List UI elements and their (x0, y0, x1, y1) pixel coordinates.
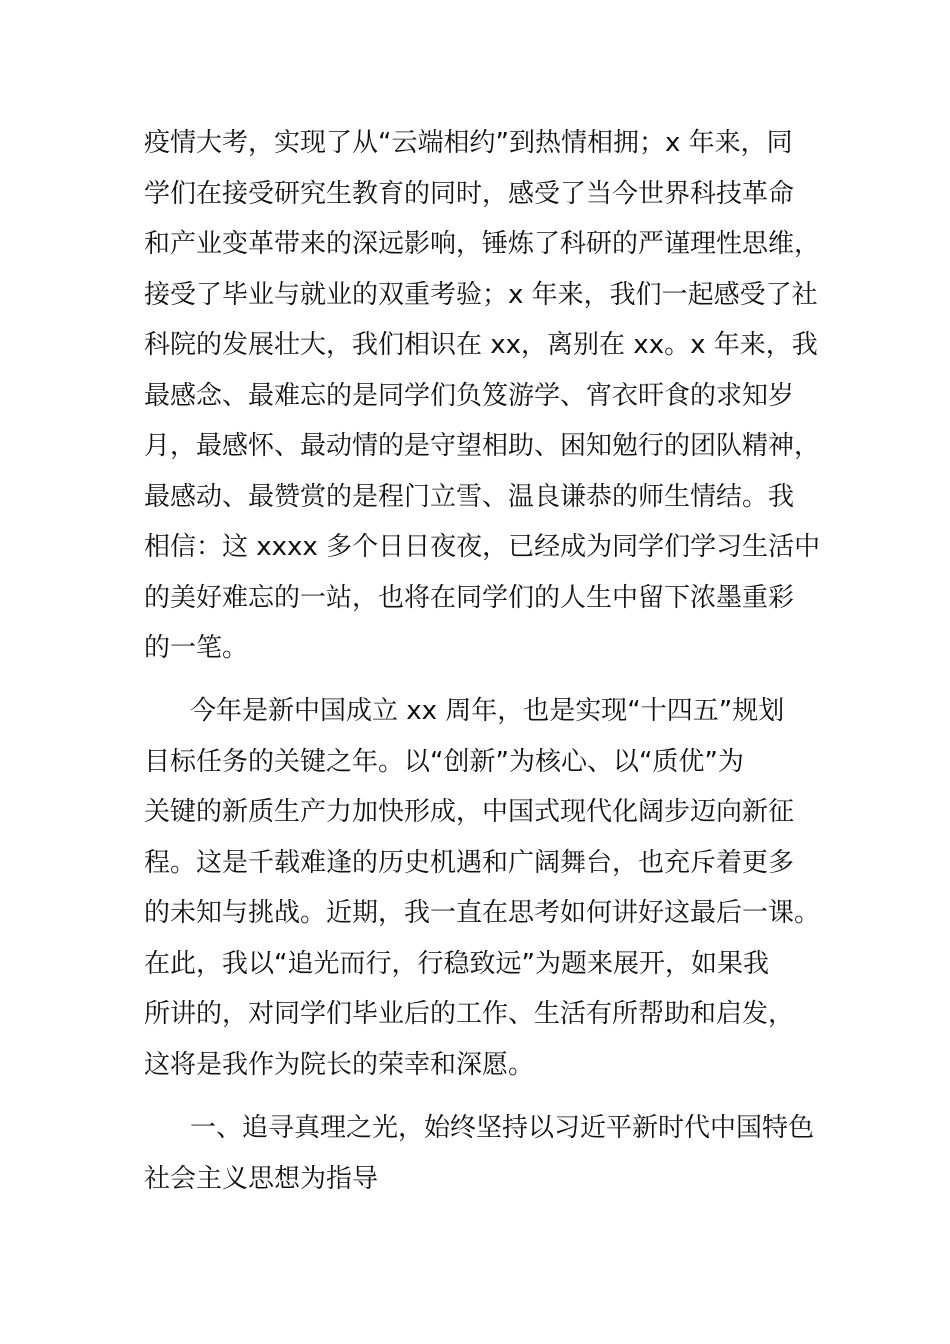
paragraph-line: 所讲的，对同学们毕业后的工作、生活有所帮助和启发， (144, 999, 795, 1029)
paragraph-line: 的一笔。 (144, 633, 249, 663)
paragraph-line: 程。这是千载难逢的历史机遇和广阔舞台，也充斥着更多 (144, 848, 795, 878)
paragraph-line: 目标任务的关键之年。以“创新”为核心、以“质优”为 (144, 747, 744, 777)
paragraph-line: 这将是我作为院长的荣幸和深愿。 (144, 1050, 535, 1080)
paragraph-line: 学们在接受研究生教育的同时，感受了当今世界科技革命 (144, 179, 795, 209)
paragraph-line: 关键的新质生产力加快形成，中国式现代化阔步迈向新征 (144, 797, 795, 827)
paragraph-line: 和产业变革带来的深远影响，锤炼了科研的严谨理性思维， (144, 229, 821, 259)
paragraph-line: 疫情大考，实现了从“云端相约”到热情相拥；x 年来，同 (144, 128, 793, 158)
paragraph-line: 的美好难忘的一站，也将在同学们的人生中留下浓墨重彩 (144, 583, 795, 613)
paragraph-line: 最感念、最难忘的是同学们负笈游学、宵衣旰食的求知岁 (144, 381, 795, 411)
paragraph-line: 接受了毕业与就业的双重考验；x 年来，我们一起感受了社 (144, 280, 818, 310)
paragraph-line: 科院的发展壮大，我们相识在 xx，离别在 xx。x 年来，我 (144, 330, 818, 360)
paragraph-line: 今年是新中国成立 xx 周年，也是实现“十四五”规划 (190, 696, 785, 726)
paragraph-line: 的未知与挑战。近期，我一直在思考如何讲好这最后一课。 (144, 898, 821, 928)
paragraph-line: 最感动、最赞赏的是程门立雪、温良谦恭的师生情结。我 (144, 482, 795, 512)
paragraph-line: 相信：这 xxxx 多个日日夜夜，已经成为同学们学习生活中 (144, 532, 821, 562)
paragraph-line: 在此，我以“追光而行，行稳致远”为题来展开，如果我 (144, 949, 769, 979)
heading-line: 一、追寻真理之光，始终坚持以习近平新时代中国特色 (190, 1113, 815, 1143)
heading-line: 社会主义思想为指导 (144, 1164, 379, 1194)
paragraph-line: 月，最感怀、最动情的是守望相助、困知勉行的团队精神， (144, 431, 821, 461)
